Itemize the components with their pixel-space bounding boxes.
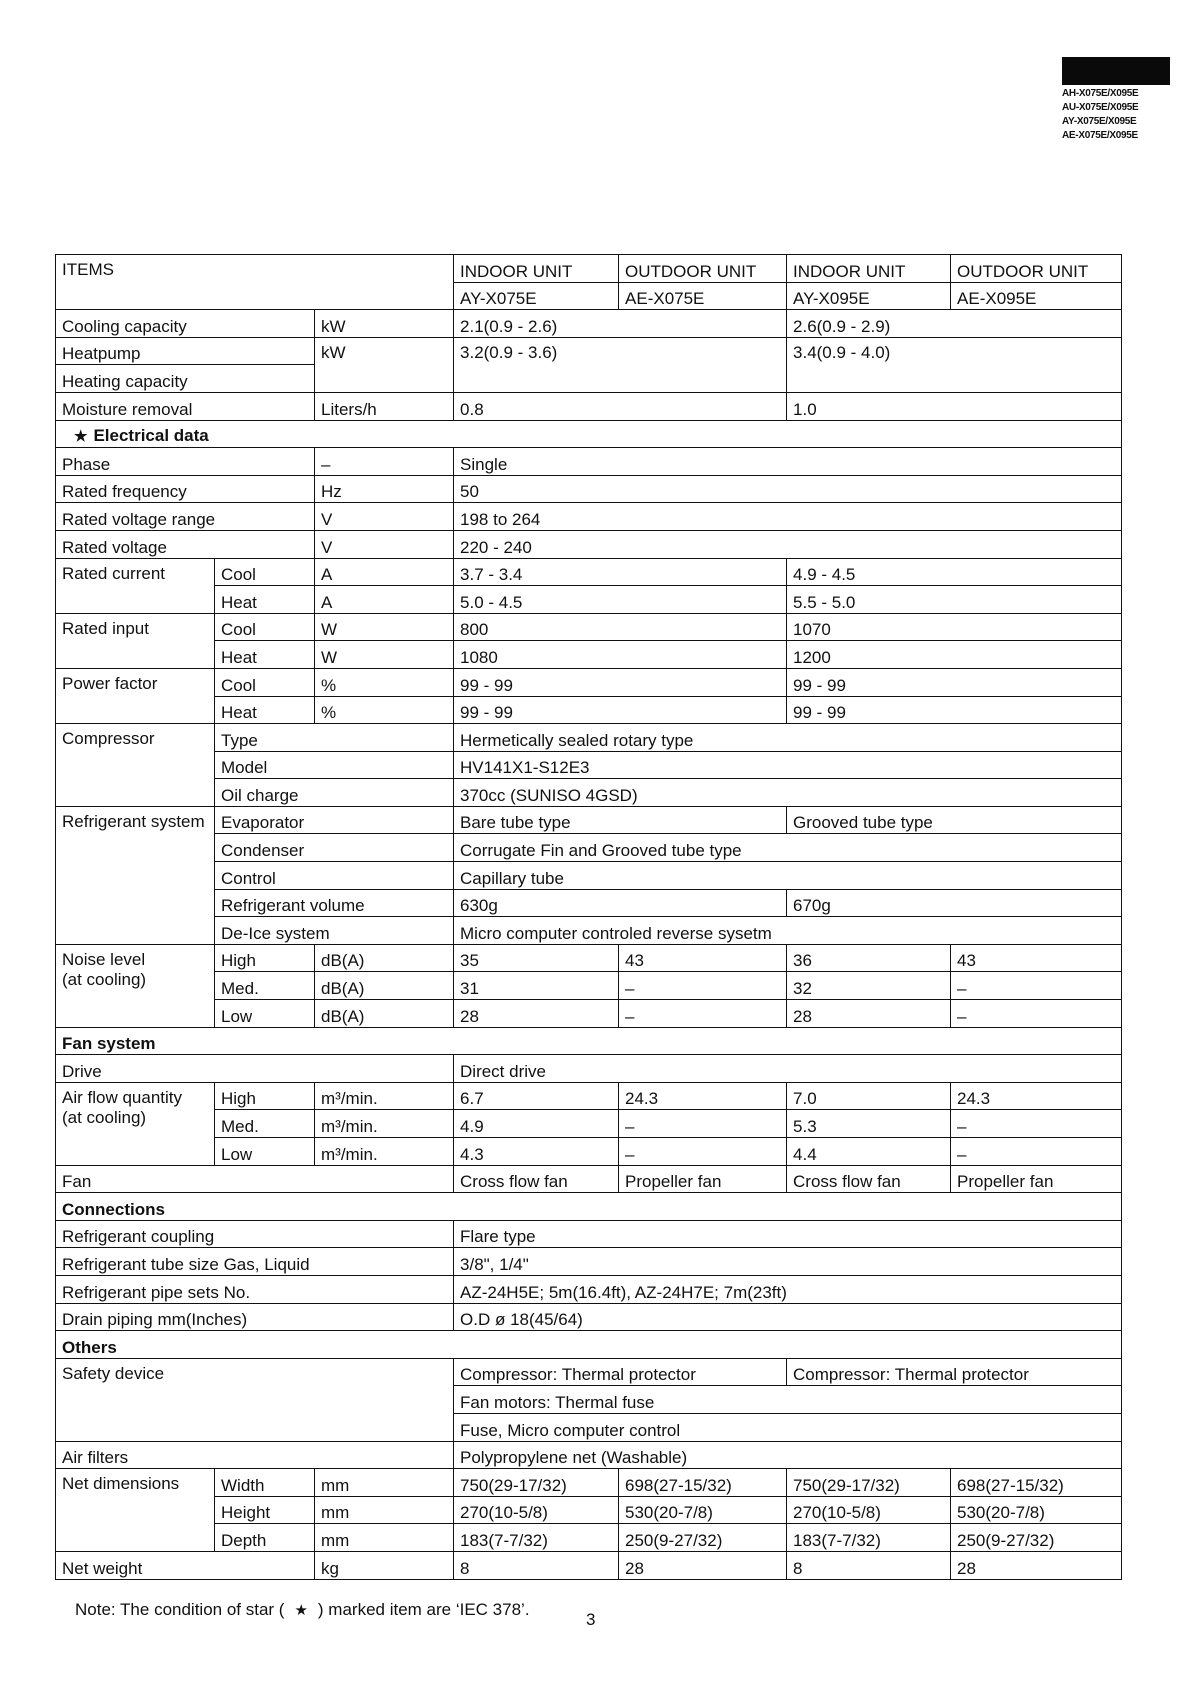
value-cell: Corrugate Fin and Grooved tube type bbox=[454, 834, 1122, 862]
table-row bbox=[56, 448, 1122, 476]
value-cell: 250(9-27/32) bbox=[619, 1524, 787, 1552]
row-unit: dB(A) bbox=[315, 1000, 454, 1028]
value-cell: 1.0 bbox=[787, 392, 1122, 420]
unit-type-header: OUTDOOR UNIT bbox=[619, 255, 787, 283]
value-cell: O.D ø 18(45/64) bbox=[454, 1303, 1122, 1331]
value-cell: 183(7-7/32) bbox=[787, 1524, 951, 1552]
row-unit: m³/min. bbox=[315, 1138, 454, 1166]
value-cell: AZ-24H5E; 5m(16.4ft), AZ-24H7E; 7m(23ft) bbox=[454, 1275, 1122, 1303]
value-cell: 3.4(0.9 - 4.0) bbox=[787, 337, 1122, 392]
table-row bbox=[56, 1496, 1122, 1524]
row-label: Drive bbox=[56, 1055, 454, 1083]
sub-label: Evaporator bbox=[215, 806, 454, 834]
table-row bbox=[56, 1082, 1122, 1110]
value-cell: 4.3 bbox=[454, 1138, 619, 1166]
value-cell: 7.0 bbox=[787, 1082, 951, 1110]
value-cell: 24.3 bbox=[619, 1082, 787, 1110]
row-label-noise bbox=[56, 944, 215, 1027]
table-row bbox=[56, 779, 1122, 807]
page-number: 3 bbox=[586, 1610, 596, 1629]
row-unit: m³/min. bbox=[315, 1082, 454, 1110]
value-cell: Propeller fan bbox=[619, 1165, 787, 1193]
row-label: Rated voltage bbox=[56, 530, 315, 558]
value-cell: Fuse, Micro computer control bbox=[454, 1413, 1122, 1441]
value-cell: 99 - 99 bbox=[454, 696, 787, 724]
row-label-sub: (at cooling) bbox=[62, 969, 147, 989]
sub-label: Model bbox=[215, 751, 454, 779]
row-unit: V bbox=[315, 530, 454, 558]
value-cell: 220 - 240 bbox=[454, 530, 1122, 558]
row-unit: kW bbox=[315, 310, 454, 338]
table-row bbox=[56, 724, 1122, 752]
unit-model-header: AY-X075E bbox=[454, 282, 619, 310]
table-row bbox=[56, 586, 1122, 614]
value-cell: – bbox=[951, 1138, 1122, 1166]
sub-label: Refrigerant volume bbox=[215, 889, 454, 917]
row-label: Cooling capacity bbox=[56, 310, 315, 338]
table-row bbox=[56, 696, 1122, 724]
unit-type-header: OUTDOOR UNIT bbox=[951, 255, 1122, 283]
table-row bbox=[56, 834, 1122, 862]
value-cell: 270(10-5/8) bbox=[787, 1496, 951, 1524]
value-cell: Cross flow fan bbox=[787, 1165, 951, 1193]
header-model: AE-X075E/X095E bbox=[1062, 130, 1138, 141]
unit-type-header: INDOOR UNIT bbox=[787, 255, 951, 283]
table-row bbox=[56, 668, 1122, 696]
row-unit: m³/min. bbox=[315, 1110, 454, 1138]
value-cell: – bbox=[619, 972, 787, 1000]
row-label: Net dimensions bbox=[56, 1469, 215, 1552]
row-label: Refrigerant tube size Gas, Liquid bbox=[56, 1248, 454, 1276]
value-cell: 35 bbox=[454, 944, 619, 972]
mode-cell: Low bbox=[215, 1000, 315, 1028]
row-label: Compressor bbox=[56, 724, 215, 807]
row-unit: mm bbox=[315, 1524, 454, 1552]
unit-model-header: AE-X095E bbox=[951, 282, 1122, 310]
value-cell: 99 - 99 bbox=[787, 668, 1122, 696]
value-cell: 530(20-7/8) bbox=[951, 1496, 1122, 1524]
value-cell: 270(10-5/8) bbox=[454, 1496, 619, 1524]
value-cell: 24.3 bbox=[951, 1082, 1122, 1110]
value-cell: 43 bbox=[951, 944, 1122, 972]
value-cell: – bbox=[619, 1110, 787, 1138]
table-row bbox=[56, 641, 1122, 669]
row-label: Rated current bbox=[56, 558, 215, 613]
value-cell: 8 bbox=[787, 1551, 951, 1579]
mode-cell: Heat bbox=[215, 696, 315, 724]
value-cell: Propeller fan bbox=[951, 1165, 1122, 1193]
value-cell: 4.4 bbox=[787, 1138, 951, 1166]
value-cell: 28 bbox=[787, 1000, 951, 1028]
value-cell: Compressor: Thermal protector bbox=[454, 1358, 787, 1386]
value-cell: 3.2(0.9 - 3.6) bbox=[454, 337, 787, 392]
value-cell: 99 - 99 bbox=[787, 696, 1122, 724]
value-cell: 28 bbox=[454, 1000, 619, 1028]
row-label: Refrigerant system bbox=[56, 806, 215, 944]
footnote-suffix: ) marked item are ‘IEC 378’. bbox=[317, 1600, 530, 1619]
items-header: ITEMS bbox=[56, 255, 454, 310]
header-block bbox=[1062, 57, 1170, 143]
value-cell: – bbox=[951, 1000, 1122, 1028]
row-label: Heatpump bbox=[56, 337, 315, 365]
table-row bbox=[56, 1551, 1122, 1579]
row-label: Air filters bbox=[56, 1441, 454, 1469]
table-row bbox=[56, 1524, 1122, 1552]
mode-cell: Med. bbox=[215, 972, 315, 1000]
unit-model-header: AE-X075E bbox=[619, 282, 787, 310]
value-cell: Cross flow fan bbox=[454, 1165, 619, 1193]
row-label: Rated voltage range bbox=[56, 503, 315, 531]
value-cell: 31 bbox=[454, 972, 619, 1000]
value-cell: 3/8", 1/4" bbox=[454, 1248, 1122, 1276]
row-label: Net weight bbox=[56, 1551, 315, 1579]
table-row bbox=[56, 1138, 1122, 1166]
sub-label: De-Ice system bbox=[215, 917, 454, 945]
value-cell: 250(9-27/32) bbox=[951, 1524, 1122, 1552]
table-row bbox=[56, 1055, 1122, 1083]
value-cell: 6.7 bbox=[454, 1082, 619, 1110]
table-row bbox=[56, 1110, 1122, 1138]
value-cell: 8 bbox=[454, 1551, 619, 1579]
sub-label: Control bbox=[215, 862, 454, 890]
row-unit: mm bbox=[315, 1496, 454, 1524]
row-unit: dB(A) bbox=[315, 944, 454, 972]
row-label-sub: (at cooling) bbox=[62, 1107, 147, 1127]
value-cell: 630g bbox=[454, 889, 787, 917]
value-cell: 5.0 - 4.5 bbox=[454, 586, 787, 614]
row-unit: mm bbox=[315, 1469, 454, 1497]
row-unit: Liters/h bbox=[315, 392, 454, 420]
value-cell: 3.7 - 3.4 bbox=[454, 558, 787, 586]
table-row bbox=[56, 972, 1122, 1000]
value-cell: 698(27-15/32) bbox=[951, 1469, 1122, 1497]
table-row bbox=[56, 310, 1122, 338]
row-unit: A bbox=[315, 558, 454, 586]
table-row bbox=[56, 1469, 1122, 1497]
row-label: Air flow quantity bbox=[62, 1087, 182, 1107]
mode-cell: Heat bbox=[215, 641, 315, 669]
table-row bbox=[56, 1441, 1122, 1469]
row-label: Heating capacity bbox=[56, 365, 315, 393]
table-row bbox=[56, 1220, 1122, 1248]
value-cell: 1070 bbox=[787, 613, 1122, 641]
value-cell: 5.3 bbox=[787, 1110, 951, 1138]
value-cell: 530(20-7/8) bbox=[619, 1496, 787, 1524]
section-title-fan-system: Fan system bbox=[56, 1027, 1122, 1055]
table-row bbox=[56, 1303, 1122, 1331]
value-cell: 1080 bbox=[454, 641, 787, 669]
row-unit: Hz bbox=[315, 475, 454, 503]
section-title-connections: Connections bbox=[56, 1193, 1122, 1221]
mode-cell: Low bbox=[215, 1138, 315, 1166]
value-cell: 36 bbox=[787, 944, 951, 972]
value-cell: 198 to 264 bbox=[454, 503, 1122, 531]
row-label: Rated input bbox=[56, 613, 215, 668]
value-cell: Grooved tube type bbox=[787, 806, 1122, 834]
value-cell: 1200 bbox=[787, 641, 1122, 669]
mode-cell: Cool bbox=[215, 613, 315, 641]
row-label: Rated frequency bbox=[56, 475, 315, 503]
mode-cell: High bbox=[215, 944, 315, 972]
mode-cell: Width bbox=[215, 1469, 315, 1497]
row-label: Moisture removal bbox=[56, 392, 315, 420]
header-model-list bbox=[1062, 87, 1170, 143]
table-row bbox=[56, 862, 1122, 890]
specifications-table bbox=[55, 254, 1122, 1580]
value-cell: – bbox=[951, 1110, 1122, 1138]
table-row bbox=[56, 613, 1122, 641]
value-cell: 50 bbox=[454, 475, 1122, 503]
row-label-airflow bbox=[56, 1082, 215, 1165]
header-model: AU-X075E/X095E bbox=[1062, 102, 1139, 113]
row-unit: V bbox=[315, 503, 454, 531]
value-cell: 183(7-7/32) bbox=[454, 1524, 619, 1552]
row-unit: kW bbox=[315, 337, 454, 392]
section-title-electrical bbox=[56, 420, 1122, 448]
row-unit: A bbox=[315, 586, 454, 614]
value-cell: 43 bbox=[619, 944, 787, 972]
value-cell: 698(27-15/32) bbox=[619, 1469, 787, 1497]
table-row bbox=[56, 392, 1122, 420]
row-unit: W bbox=[315, 613, 454, 641]
row-label: Power factor bbox=[56, 668, 215, 723]
value-cell: HV141X1-S12E3 bbox=[454, 751, 1122, 779]
table-row bbox=[56, 530, 1122, 558]
table-row bbox=[56, 1358, 1122, 1386]
section-row bbox=[56, 1027, 1122, 1055]
value-cell: – bbox=[619, 1000, 787, 1028]
sub-label: Type bbox=[215, 724, 454, 752]
mode-cell: Heat bbox=[215, 586, 315, 614]
value-cell: – bbox=[619, 1138, 787, 1166]
value-cell: 28 bbox=[951, 1551, 1122, 1579]
footnote-prefix: Note: The condition of star ( bbox=[75, 1600, 285, 1619]
value-cell: 99 - 99 bbox=[454, 668, 787, 696]
value-cell: 5.5 - 5.0 bbox=[787, 586, 1122, 614]
row-unit: % bbox=[315, 696, 454, 724]
row-unit: dB(A) bbox=[315, 972, 454, 1000]
table-row bbox=[56, 944, 1122, 972]
star-icon: ★ bbox=[294, 1602, 308, 1619]
table-row bbox=[56, 889, 1122, 917]
value-cell: 370cc (SUNISO 4GSD) bbox=[454, 779, 1122, 807]
table-row bbox=[56, 503, 1122, 531]
row-label: Refrigerant pipe sets No. bbox=[56, 1275, 454, 1303]
table-row bbox=[56, 337, 1122, 365]
row-label: Noise level bbox=[62, 949, 146, 969]
value-cell: 750(29-17/32) bbox=[454, 1469, 619, 1497]
mode-cell: Height bbox=[215, 1496, 315, 1524]
value-cell: 670g bbox=[787, 889, 1122, 917]
value-cell: 32 bbox=[787, 972, 951, 1000]
row-label: Safety device bbox=[56, 1358, 454, 1441]
table-header-row bbox=[56, 255, 1122, 283]
mode-cell: High bbox=[215, 1082, 315, 1110]
value-cell: Micro computer controled reverse sysetm bbox=[454, 917, 1122, 945]
section-row bbox=[56, 420, 1122, 448]
table-row bbox=[56, 806, 1122, 834]
value-cell: 0.8 bbox=[454, 392, 787, 420]
header-model: AH-X075E/X095E bbox=[1062, 88, 1139, 99]
value-cell: Fan motors: Thermal fuse bbox=[454, 1386, 1122, 1414]
section-title-others: Others bbox=[56, 1331, 1122, 1359]
row-label: Phase bbox=[56, 448, 315, 476]
section-row bbox=[56, 1331, 1122, 1359]
table-row bbox=[56, 1165, 1122, 1193]
value-cell: 800 bbox=[454, 613, 787, 641]
footnote bbox=[75, 1600, 530, 1620]
section-row bbox=[56, 1193, 1122, 1221]
header-model: AY-X075E/X095E bbox=[1062, 116, 1137, 127]
value-cell: Flare type bbox=[454, 1220, 1122, 1248]
unit-type-header: INDOOR UNIT bbox=[454, 255, 619, 283]
value-cell: 750(29-17/32) bbox=[787, 1469, 951, 1497]
table-row bbox=[56, 558, 1122, 586]
row-unit: kg bbox=[315, 1551, 454, 1579]
value-cell: 4.9 bbox=[454, 1110, 619, 1138]
header-black-bar bbox=[1062, 57, 1170, 85]
value-cell: – bbox=[951, 972, 1122, 1000]
value-cell: 28 bbox=[619, 1551, 787, 1579]
table-row bbox=[56, 917, 1122, 945]
mode-cell: Cool bbox=[215, 668, 315, 696]
row-label: Drain piping mm(Inches) bbox=[56, 1303, 454, 1331]
value-cell: Capillary tube bbox=[454, 862, 1122, 890]
unit-model-header: AY-X095E bbox=[787, 282, 951, 310]
value-cell: Compressor: Thermal protector bbox=[787, 1358, 1122, 1386]
value-cell: 4.9 - 4.5 bbox=[787, 558, 1122, 586]
mode-cell: Med. bbox=[215, 1110, 315, 1138]
value-cell: Bare tube type bbox=[454, 806, 787, 834]
row-label: Refrigerant coupling bbox=[56, 1220, 454, 1248]
table-row bbox=[56, 1275, 1122, 1303]
value-cell: 2.6(0.9 - 2.9) bbox=[787, 310, 1122, 338]
row-label: Fan bbox=[56, 1165, 454, 1193]
value-cell: Direct drive bbox=[454, 1055, 1122, 1083]
sub-label: Condenser bbox=[215, 834, 454, 862]
section-title-text: Electrical data bbox=[93, 426, 209, 446]
value-cell: 2.1(0.9 - 2.6) bbox=[454, 310, 787, 338]
value-cell: Hermetically sealed rotary type bbox=[454, 724, 1122, 752]
star-icon: ★ bbox=[74, 428, 88, 446]
row-unit: W bbox=[315, 641, 454, 669]
table-row bbox=[56, 1248, 1122, 1276]
mode-cell: Cool bbox=[215, 558, 315, 586]
table-row bbox=[56, 475, 1122, 503]
mode-cell: Depth bbox=[215, 1524, 315, 1552]
table-row bbox=[56, 1000, 1122, 1028]
table-row bbox=[56, 751, 1122, 779]
row-unit: – bbox=[315, 448, 454, 476]
value-cell: Polypropylene net (Washable) bbox=[454, 1441, 1122, 1469]
row-unit: % bbox=[315, 668, 454, 696]
value-cell: Single bbox=[454, 448, 1122, 476]
sub-label: Oil charge bbox=[215, 779, 454, 807]
